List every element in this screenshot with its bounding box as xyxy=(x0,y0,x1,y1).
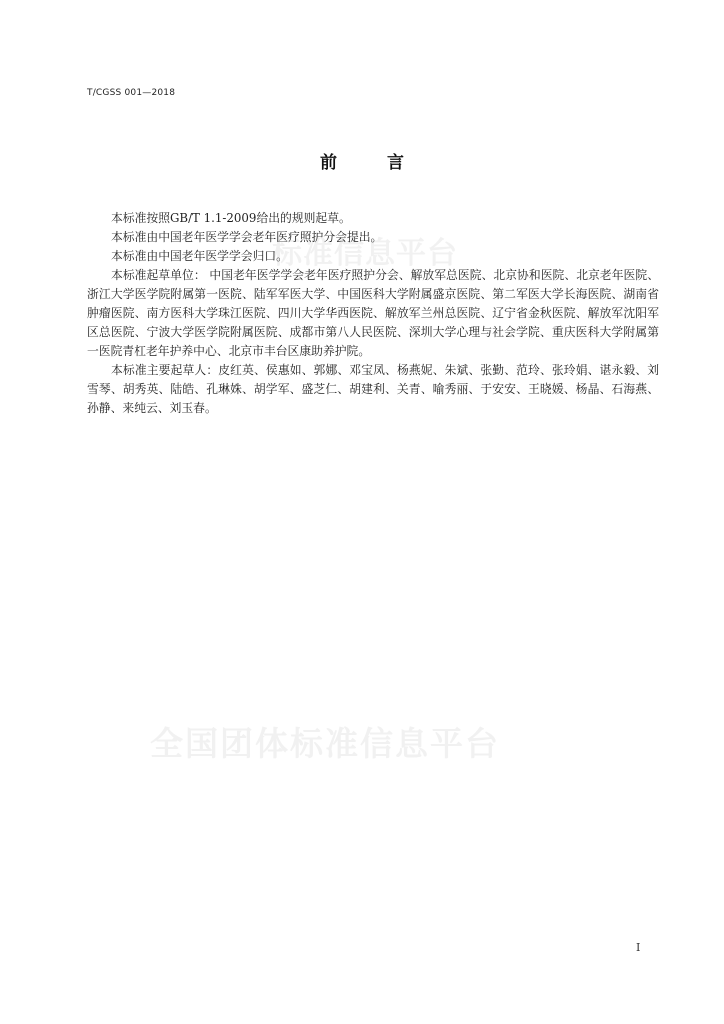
paragraph-administrator: 本标准由中国老年医学学会归口。 xyxy=(111,249,288,263)
watermark-lower: 全国团体标准信息平台 xyxy=(150,724,500,763)
paragraph-drafting-units: 本标准起草单位： 中国老年医学学会老年医疗照护分会、解放军总医院、北京协和医院、北京老年医院、浙江大学医学院附属第一医院、陆军军医大学、中国医科大学附属盛京医院、第二军医大学长海医院、湖南省肿瘤医院、南方医科大学珠江医院、四川大学华西医院、解放军兰州总医院、辽宁省金秋医院、解放军沈阳军区总医院、宁波大学医学院附属医院、成都市第八人民医院、深圳大学心理与社会学院、重庆医科大学附属第一医院青杠老年护养中心、北京市丰台区康助养护院。 xyxy=(87,268,659,358)
standard-code: T/CGSS 001—2018 xyxy=(87,88,176,98)
paragraph-drafters: 本标准主要起草人：皮红英、侯惠如、郭娜、邓宝凤、杨燕妮、朱斌、张勤、范玲、张玲娟、谌永毅、刘雪琴、胡秀英、陆皓、孔琳姝、胡学军、盛芝仁、胡建利、关青、喻秀丽、于安安、王晓媛、杨晶、石海燕、孙静、来纯云、刘玉春。 xyxy=(87,363,659,415)
foreword-body xyxy=(87,209,659,418)
paragraph-proposer: 本标准由中国老年医学学会老年医疗照护分会提出。 xyxy=(111,230,383,244)
page-title: 前 言 xyxy=(320,153,426,173)
page-number: I xyxy=(636,941,641,954)
watermark-upper: 标准信息平台 xyxy=(272,236,458,271)
paragraph-drafting-rules: 本标准按照GB/T 1.1-2009给出的规则起草。 xyxy=(111,211,351,225)
